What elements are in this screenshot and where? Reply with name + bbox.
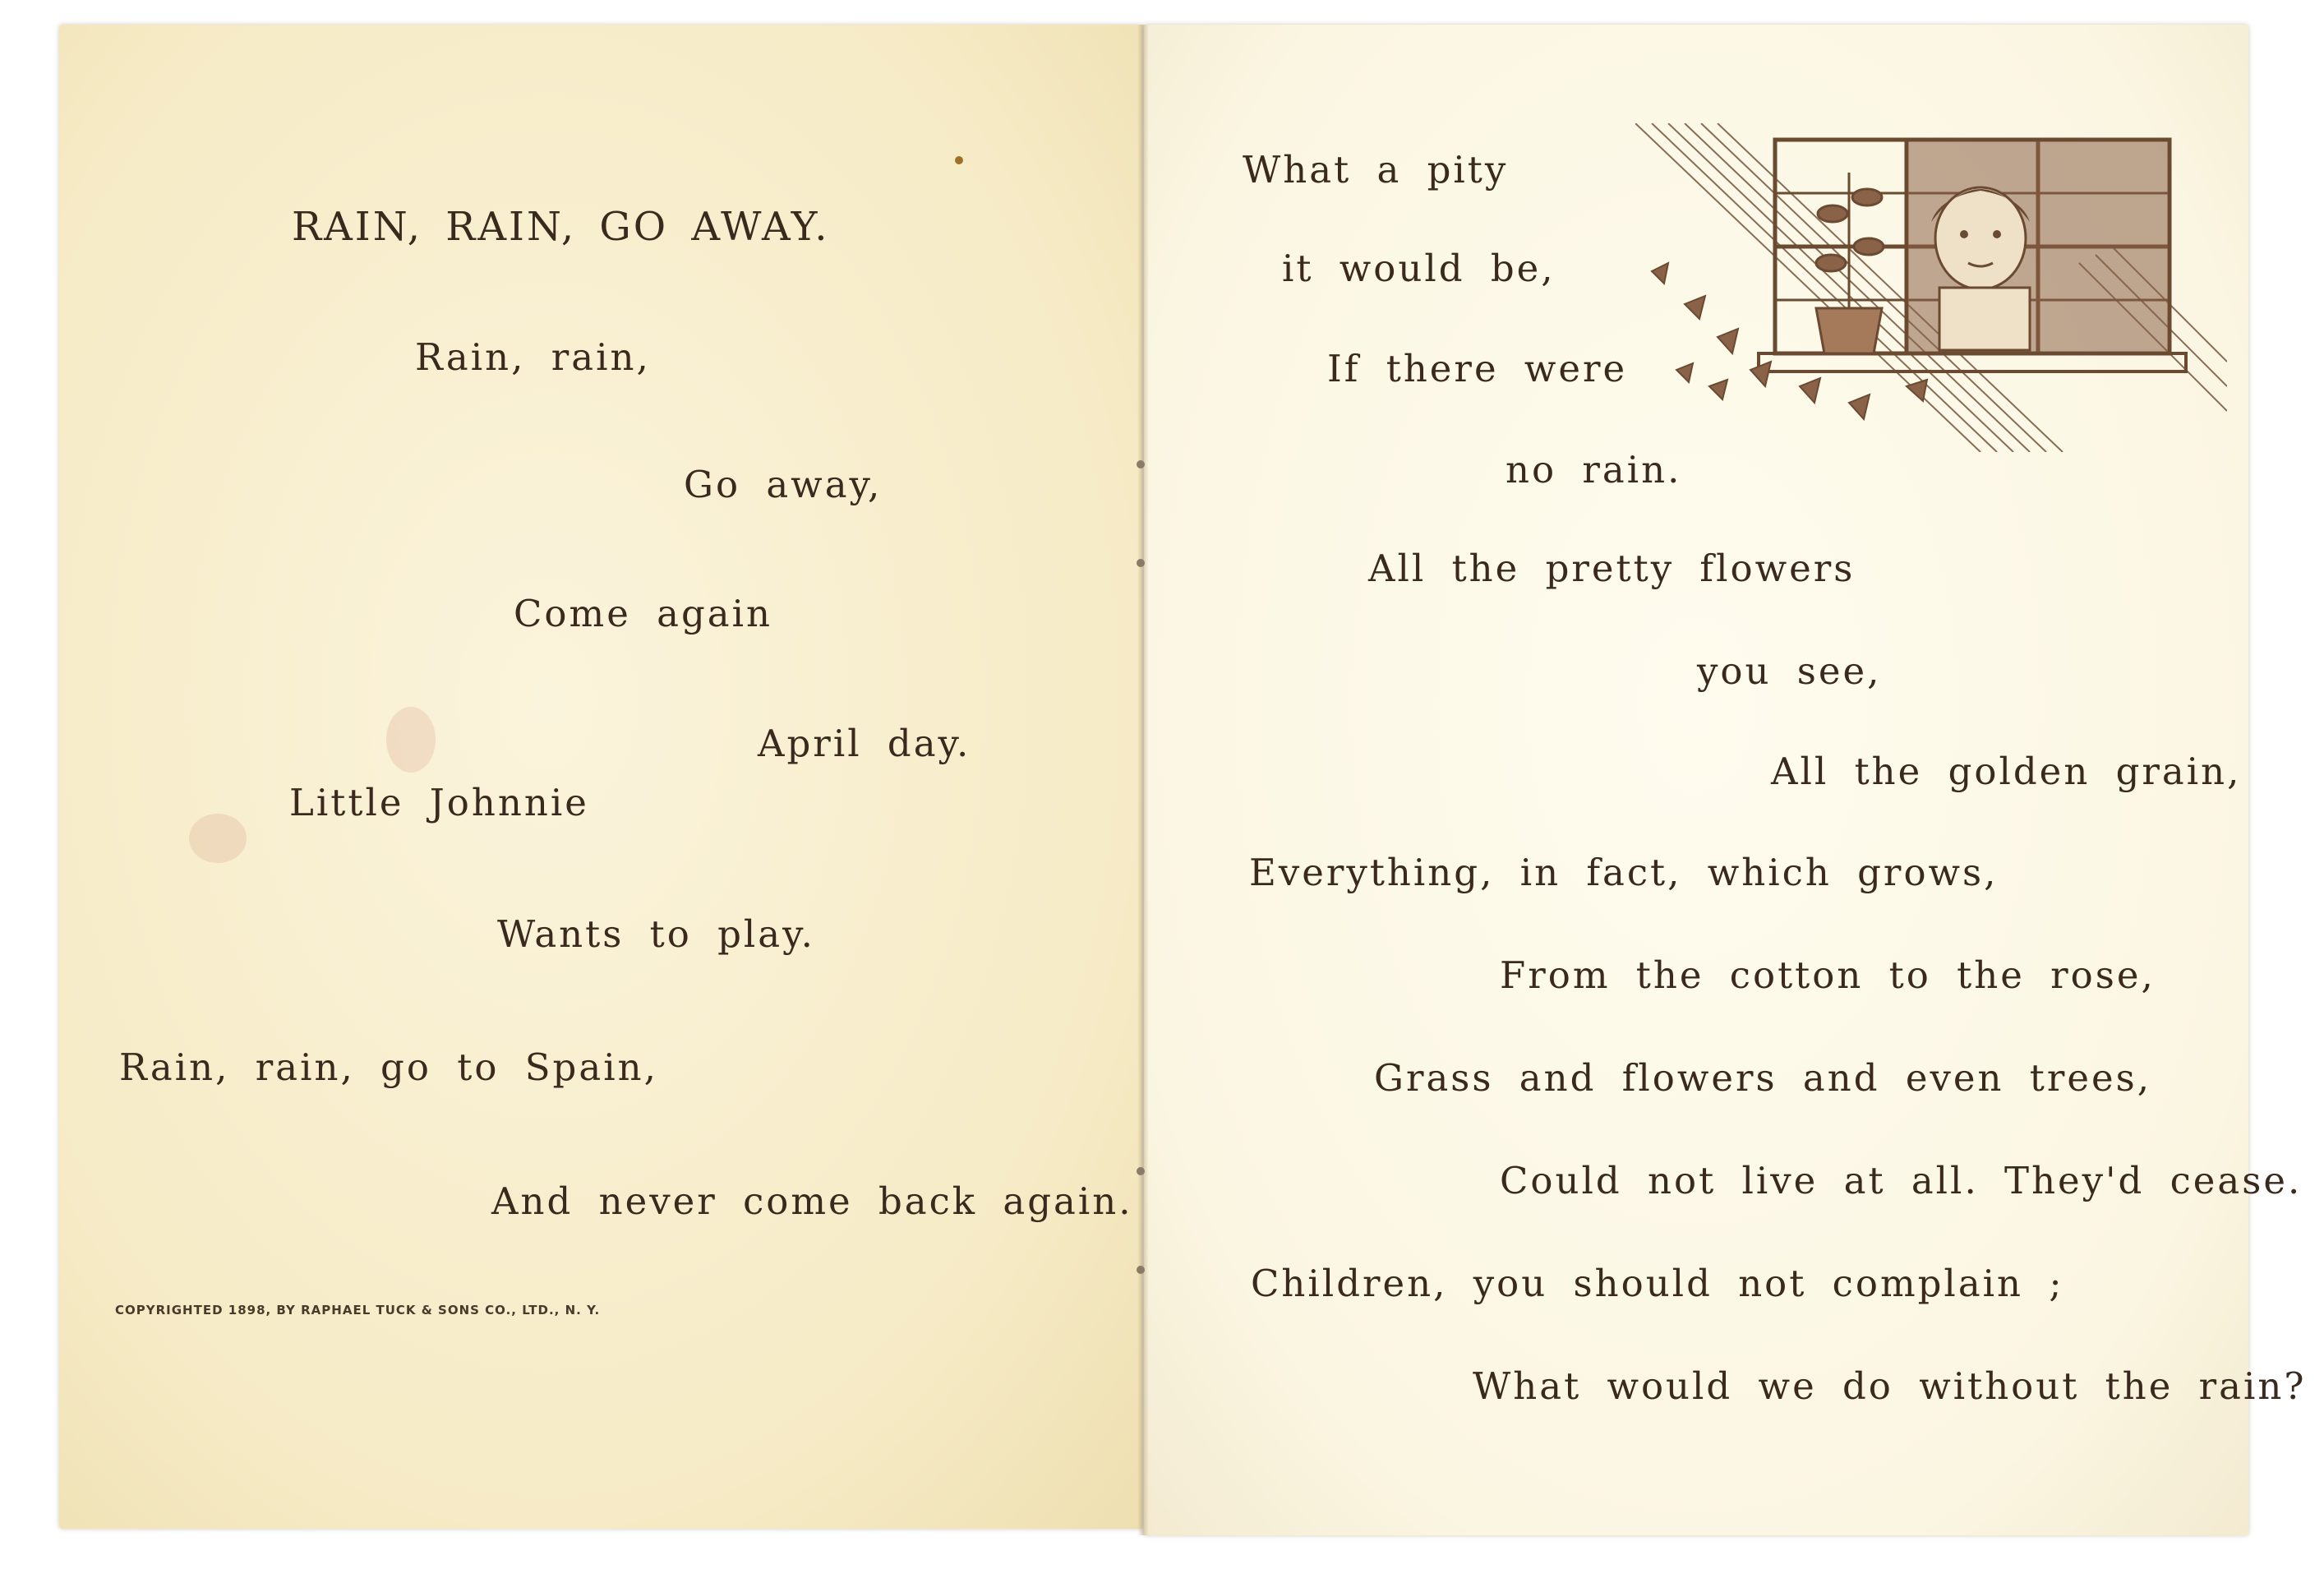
poem-line: Come again bbox=[514, 592, 772, 635]
poem-line: And never come back again. bbox=[491, 1179, 1133, 1223]
poem-line: What would we do without the rain? bbox=[1473, 1364, 2307, 1408]
binding-staple bbox=[1137, 1167, 1145, 1175]
poem-line: All the golden grain, bbox=[1771, 750, 2242, 793]
poem-line: Go away, bbox=[684, 463, 883, 506]
poem-line: What a pity bbox=[1243, 148, 1509, 192]
poem-line: Could not live at all. They'd cease. bbox=[1500, 1159, 2303, 1202]
poem-line: April day. bbox=[758, 722, 971, 765]
binding-staple bbox=[1137, 460, 1145, 468]
book-gutter bbox=[1137, 25, 1149, 1535]
poem-line: If there were bbox=[1327, 347, 1628, 390]
binding-staple bbox=[1137, 1266, 1145, 1274]
poem-line: Wants to play. bbox=[497, 912, 815, 956]
paper-stain bbox=[189, 814, 247, 863]
poem-line: Grass and flowers and even trees, bbox=[1374, 1056, 2152, 1100]
window-child-illustration-icon bbox=[1635, 123, 2227, 452]
poem-title: RAIN, RAIN, GO AWAY. bbox=[292, 204, 830, 250]
poem-line: you see, bbox=[1697, 649, 1882, 693]
copyright-notice: COPYRIGHTED 1898, BY RAPHAEL TUCK & SONS CO., LTD., N. Y. bbox=[115, 1303, 601, 1317]
paper-speck bbox=[955, 156, 963, 164]
paper-stain bbox=[386, 707, 436, 773]
poem-line: From the cotton to the rose, bbox=[1500, 953, 2156, 997]
binding-staple bbox=[1137, 559, 1145, 567]
poem-line: Children, you should not complain ; bbox=[1251, 1262, 2064, 1305]
poem-line: Everything, in fact, which grows, bbox=[1249, 851, 1999, 894]
poem-line: Rain, rain, go to Spain, bbox=[119, 1045, 658, 1089]
poem-line: Little Johnnie bbox=[289, 781, 589, 824]
poem-line: it would be, bbox=[1282, 247, 1556, 290]
poem-line: no rain. bbox=[1506, 448, 1682, 491]
poem-line: All the pretty flowers bbox=[1368, 547, 1856, 590]
poem-line: Rain, rain, bbox=[415, 335, 651, 379]
